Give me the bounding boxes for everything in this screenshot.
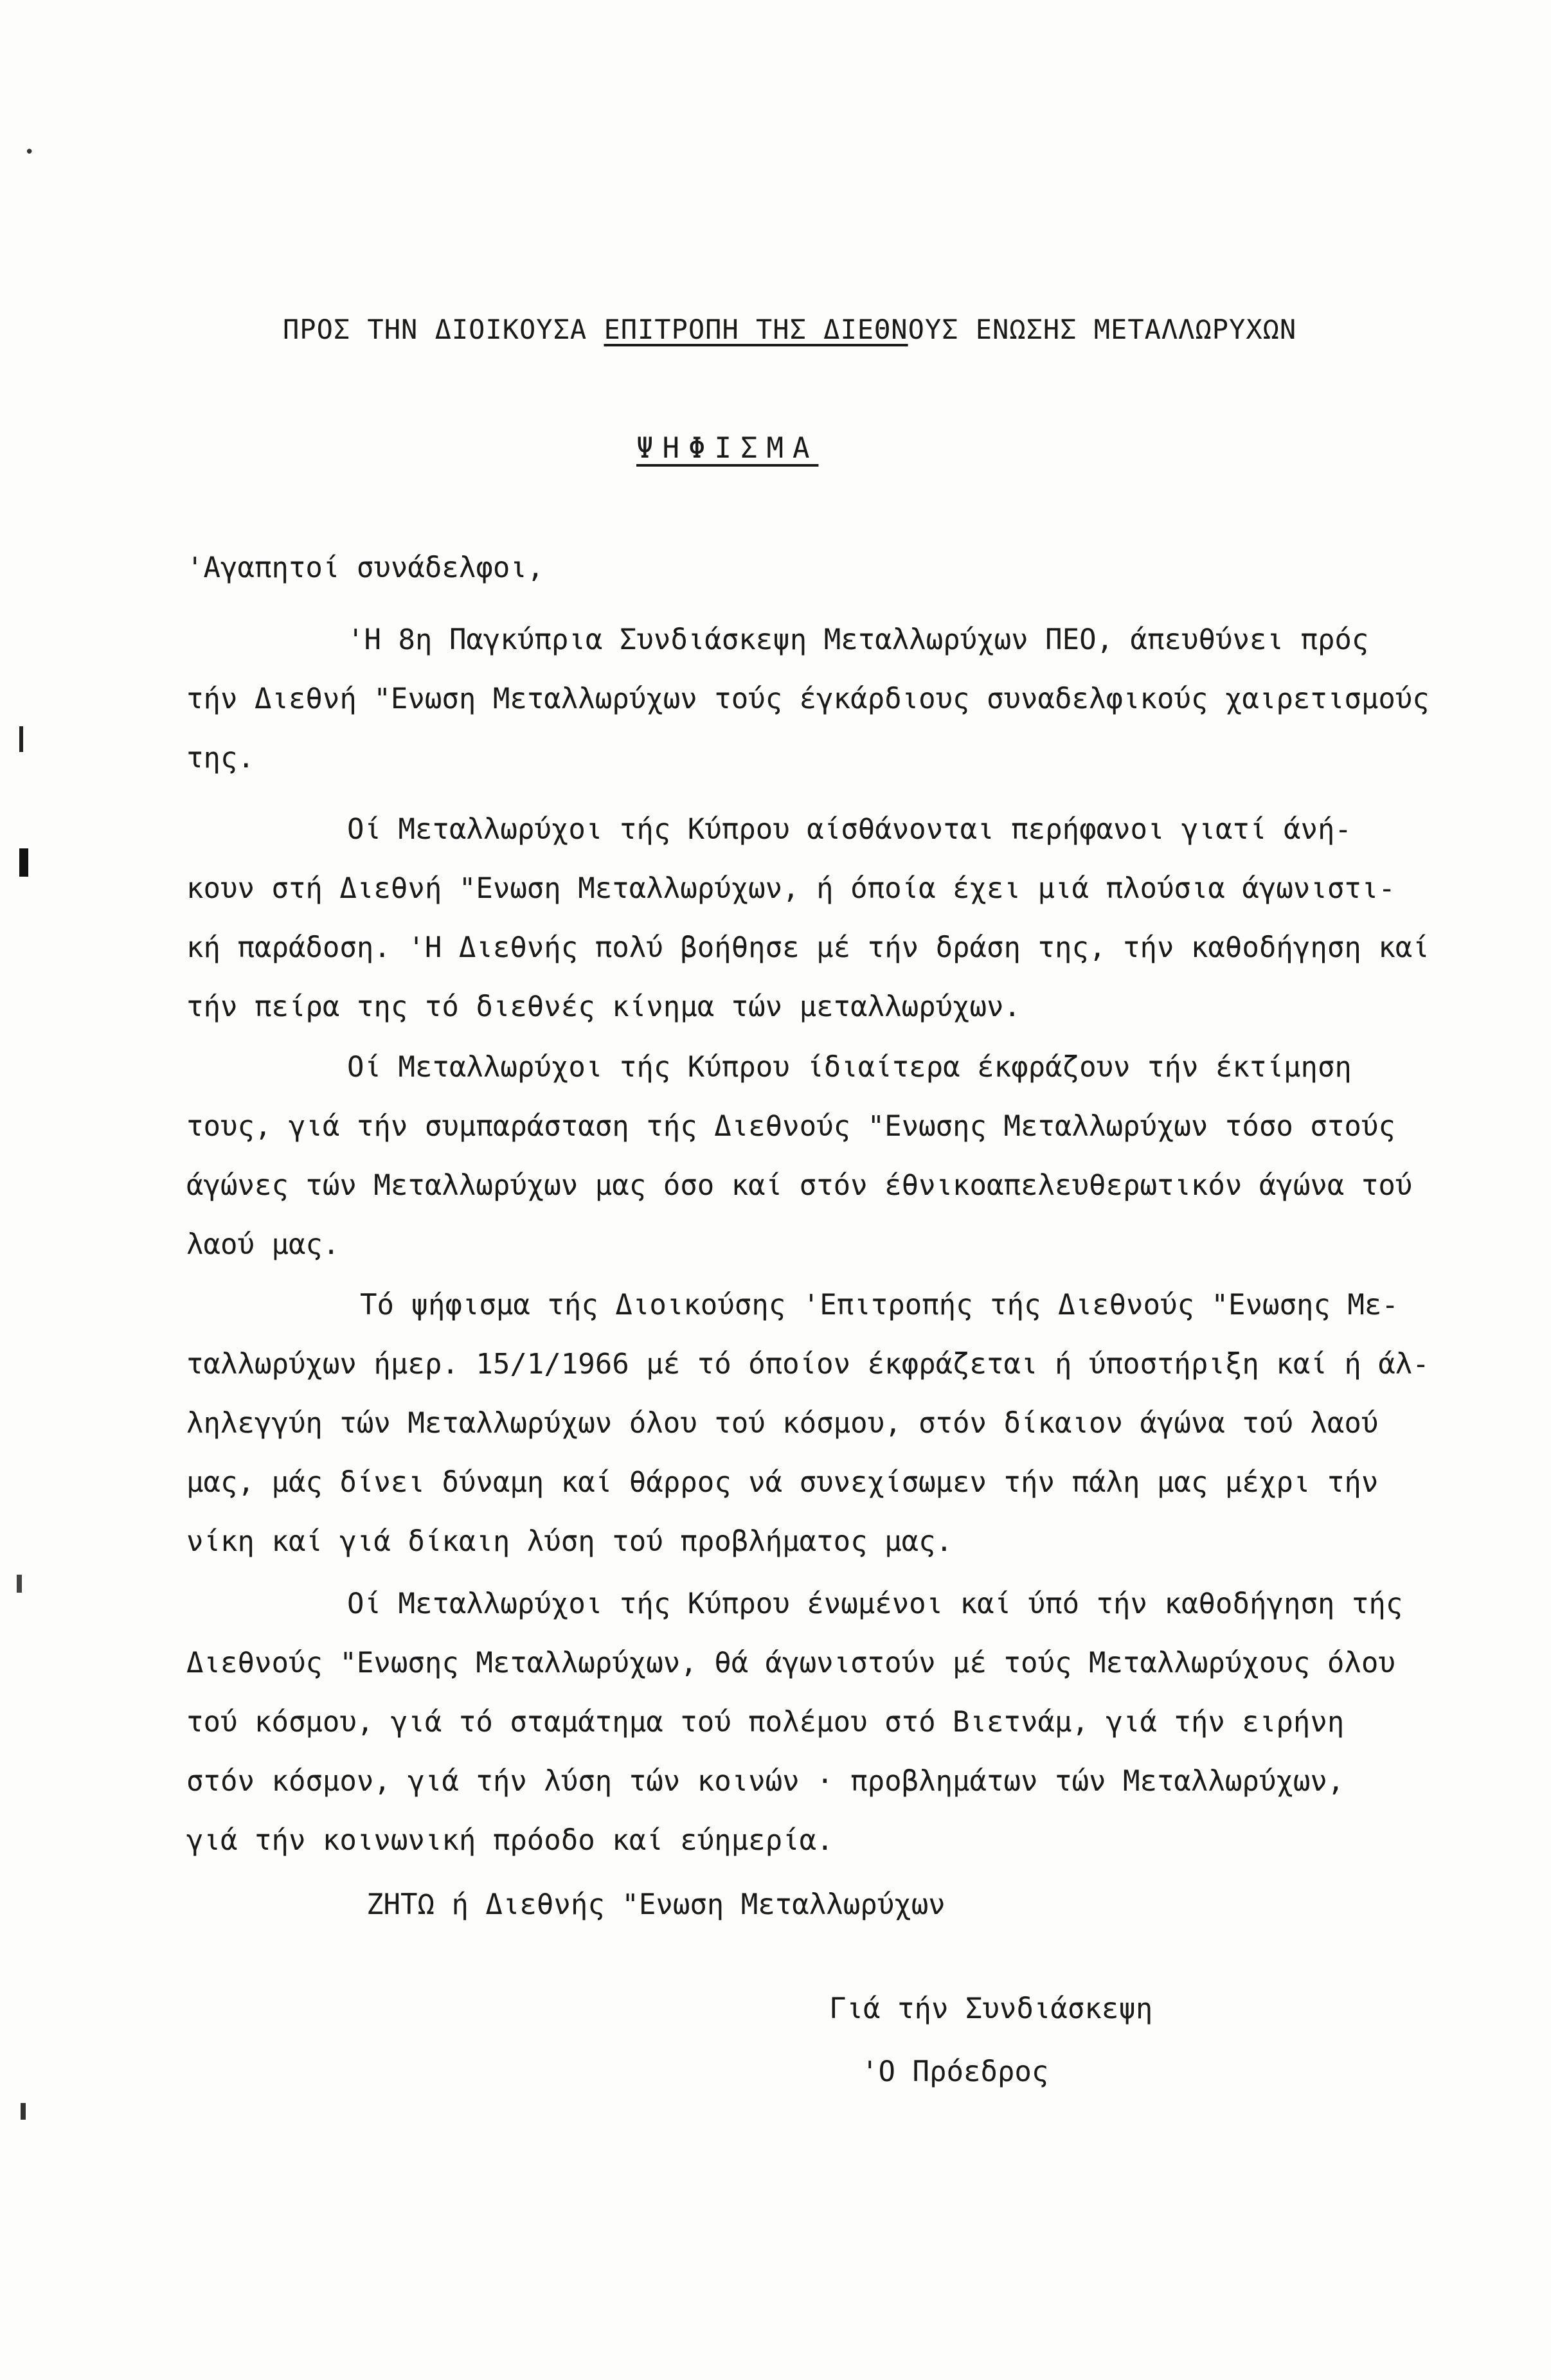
document-title: ΨΗΦΙΣΜΑ xyxy=(636,432,819,465)
paragraph-line: άγώνες τών Μεταλλωρύχων μας όσο καί στόν έθνικοαπελευθερωτικόν άγώνα τού xyxy=(186,1169,1413,1202)
paragraph-line: τήν Διεθνή "Ενωση Μεταλλωρύχων τούς έγκάρδιους συναδελφικούς χαιρετισμούς xyxy=(186,683,1430,715)
paragraph-line: Οί Μεταλλωρύχοι τής Κύπρου αίσθάνονται περήφανοι γιατί άνή- xyxy=(347,813,1352,846)
paragraph-line: στόν κόσμον, γιά τήν λύση τών κοινών · προβλημάτων τών Μεταλλωρύχων, xyxy=(186,1765,1345,1798)
margin-speck xyxy=(19,726,23,752)
paragraph-line: τήν πείρα της τό διεθνές κίνημα τών μεταλλωρύχων. xyxy=(186,990,1021,1023)
paragraph-line: της. xyxy=(186,742,255,774)
paragraph-line: ληλεγγύη τών Μεταλλωρύχων όλου τού κόσμου, στόν δίκαιον άγώνα τού λαού xyxy=(186,1407,1379,1440)
paragraph-line: Διεθνούς "Ενωσης Μεταλλωρύχων, θά άγωνιστούν μέ τούς Μεταλλωρύχους όλου xyxy=(186,1647,1395,1679)
margin-speck xyxy=(21,2103,26,2120)
paragraph-line: κή παράδοση. 'Η Διεθνής πολύ βοήθησε μέ τήν δράση της, τήν καθοδήγηση καί xyxy=(186,931,1430,964)
margin-speck: • xyxy=(24,143,35,162)
paragraph-3 xyxy=(186,1038,1421,1275)
paragraph-line: μας, μάς δίνει δύναμη καί θάρρος νά συνεχίσωμεν τήν πάλη μας μέχρι τήν xyxy=(186,1466,1379,1499)
paragraph-line: 'Η 8η Παγκύπρια Συνδιάσκεψη Μεταλλωρύχων ΠΕΟ, άπευθύνει πρός xyxy=(347,623,1369,656)
addressee-heading xyxy=(283,314,1296,345)
paragraph-line: Οί Μεταλλωρύχοι τής Κύπρου ίδιαίτερα έκφράζουν τήν έκτίμηση xyxy=(347,1051,1352,1084)
paragraph-line: λαού μας. xyxy=(186,1228,340,1261)
paragraph-line: νίκη καί γιά δίκαιη λύση τού προβλήματος μας. xyxy=(186,1525,953,1558)
greeting: 'Αγαπητοί συνάδελφοι, xyxy=(186,551,544,584)
paragraph-line: Τό ψήφισμα τής Διοικούσης 'Επιτροπής τής Διεθνούς "Ενωσης Με- xyxy=(360,1289,1399,1321)
paragraph-4 xyxy=(186,1276,1430,1571)
addressee-underlined: ΕΠΙΤΡΟΠΗ ΤΗΣ ΔΙΕΘΝ xyxy=(604,314,908,345)
paragraph-line: Οί Μεταλλωρύχοι τής Κύπρου ένωμένοι καί ύπό τήν καθοδήγηση τής xyxy=(347,1588,1403,1620)
addressee-prefix: ΠΡΟΣ ΤΗΝ ΔΙΟΙΚΟΥΣΑ xyxy=(283,314,604,345)
paragraph-line: κουν στή Διεθνή "Ενωση Μεταλλωρύχων, ή όποία έχει μιά πλούσια άγωνιστι- xyxy=(186,872,1395,905)
paragraph-line: γιά τήν κοινωνική πρόοδο καί εύημερία. xyxy=(186,1824,834,1857)
paragraph-line: τους, γιά τήν συμπαράσταση τής Διεθνούς "Ενωσης Μεταλλωρύχων τόσο στούς xyxy=(186,1110,1395,1143)
margin-speck xyxy=(17,1575,22,1593)
addressee-suffix: ΟΥΣ ΕΝΩΣΗΣ ΜΕΤΑΛΛΩΡΥΧΩΝ xyxy=(908,314,1297,345)
paragraph-line: ταλλωρύχων ήμερ. 15/1/1966 μέ τό όποίον έκφράζεται ή ύποστήριξη καί ή άλ- xyxy=(186,1348,1430,1381)
signature-role: 'Ο Πρόεδρος xyxy=(861,2055,1049,2088)
paragraph-5 xyxy=(186,1575,1421,1870)
paragraph-line: τού κόσμου, γιά τό σταμάτημα τού πολέμου στό Βιετνάμ, γιά τήν ειρήνη xyxy=(186,1706,1345,1739)
margin-speck xyxy=(19,848,28,877)
paragraph-2 xyxy=(186,800,1430,1037)
signature-for: Γιά τήν Συνδιάσκεψη xyxy=(829,1992,1153,2025)
closing-slogan: ΖΗΤΩ ή Διεθνής "Ενωση Μεταλλωρύχων xyxy=(366,1888,946,1921)
paragraph-1 xyxy=(186,611,1430,788)
